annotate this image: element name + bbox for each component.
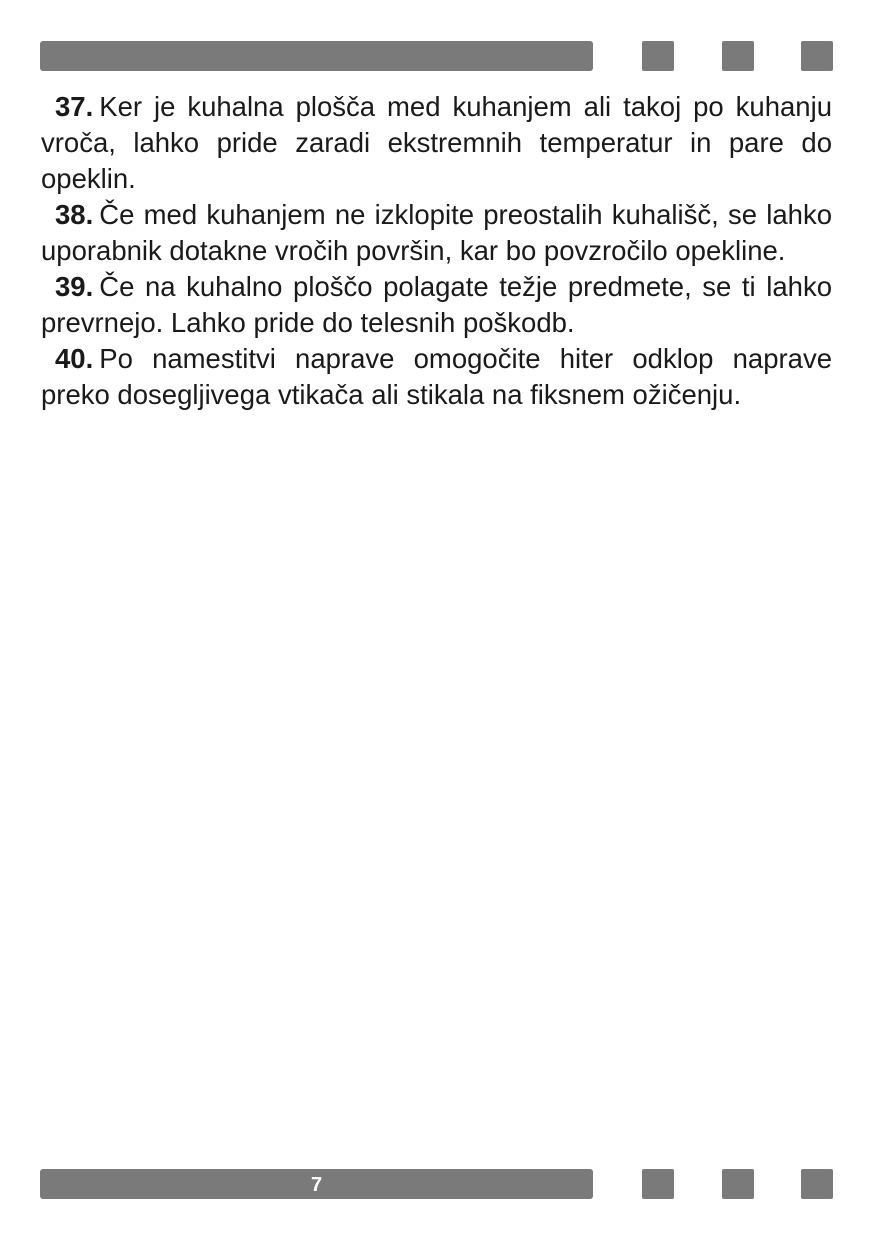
- item-text: Če med kuhanjem ne izklopite preostalih kuhališč, se lahko uporabnik dotakne vročih površin, kar bo povzročilo opekline.: [41, 199, 832, 266]
- footer-bar: [40, 1169, 593, 1199]
- header-square-1: [642, 41, 674, 71]
- item-text: Ker je kuhalna plošča med kuhanjem ali takoj po kuhanju vroča, lahko pride zaradi ekstremnih temperatur in pare do opeklin.: [41, 91, 832, 194]
- item-text: Če na kuhalno ploščo polagate težje predmete, se ti lahko prevrnejo. Lahko pride do telesnih poškodb.: [41, 271, 832, 338]
- instruction-item-39: [41, 269, 832, 341]
- item-number: 38.: [55, 199, 94, 230]
- footer-square-2: [722, 1169, 754, 1199]
- footer-square-1: [642, 1169, 674, 1199]
- header-square-2: [722, 41, 754, 71]
- instruction-item-37: [41, 89, 832, 197]
- instruction-item-40: [41, 341, 832, 413]
- header-bar: [40, 41, 593, 71]
- instruction-item-38: [41, 197, 832, 269]
- item-number: 37.: [55, 91, 94, 122]
- item-text: Po namestitvi naprave omogočite hiter odklop naprave preko dosegljivega vtikača ali stikala na fiksnem ožičenju.: [41, 343, 832, 410]
- item-number: 40.: [55, 343, 94, 374]
- footer-square-3: [801, 1169, 833, 1199]
- header-square-3: [801, 41, 833, 71]
- page-number: 7: [310, 1174, 323, 1196]
- instructions-list: [41, 89, 832, 413]
- item-number: 39.: [55, 271, 94, 302]
